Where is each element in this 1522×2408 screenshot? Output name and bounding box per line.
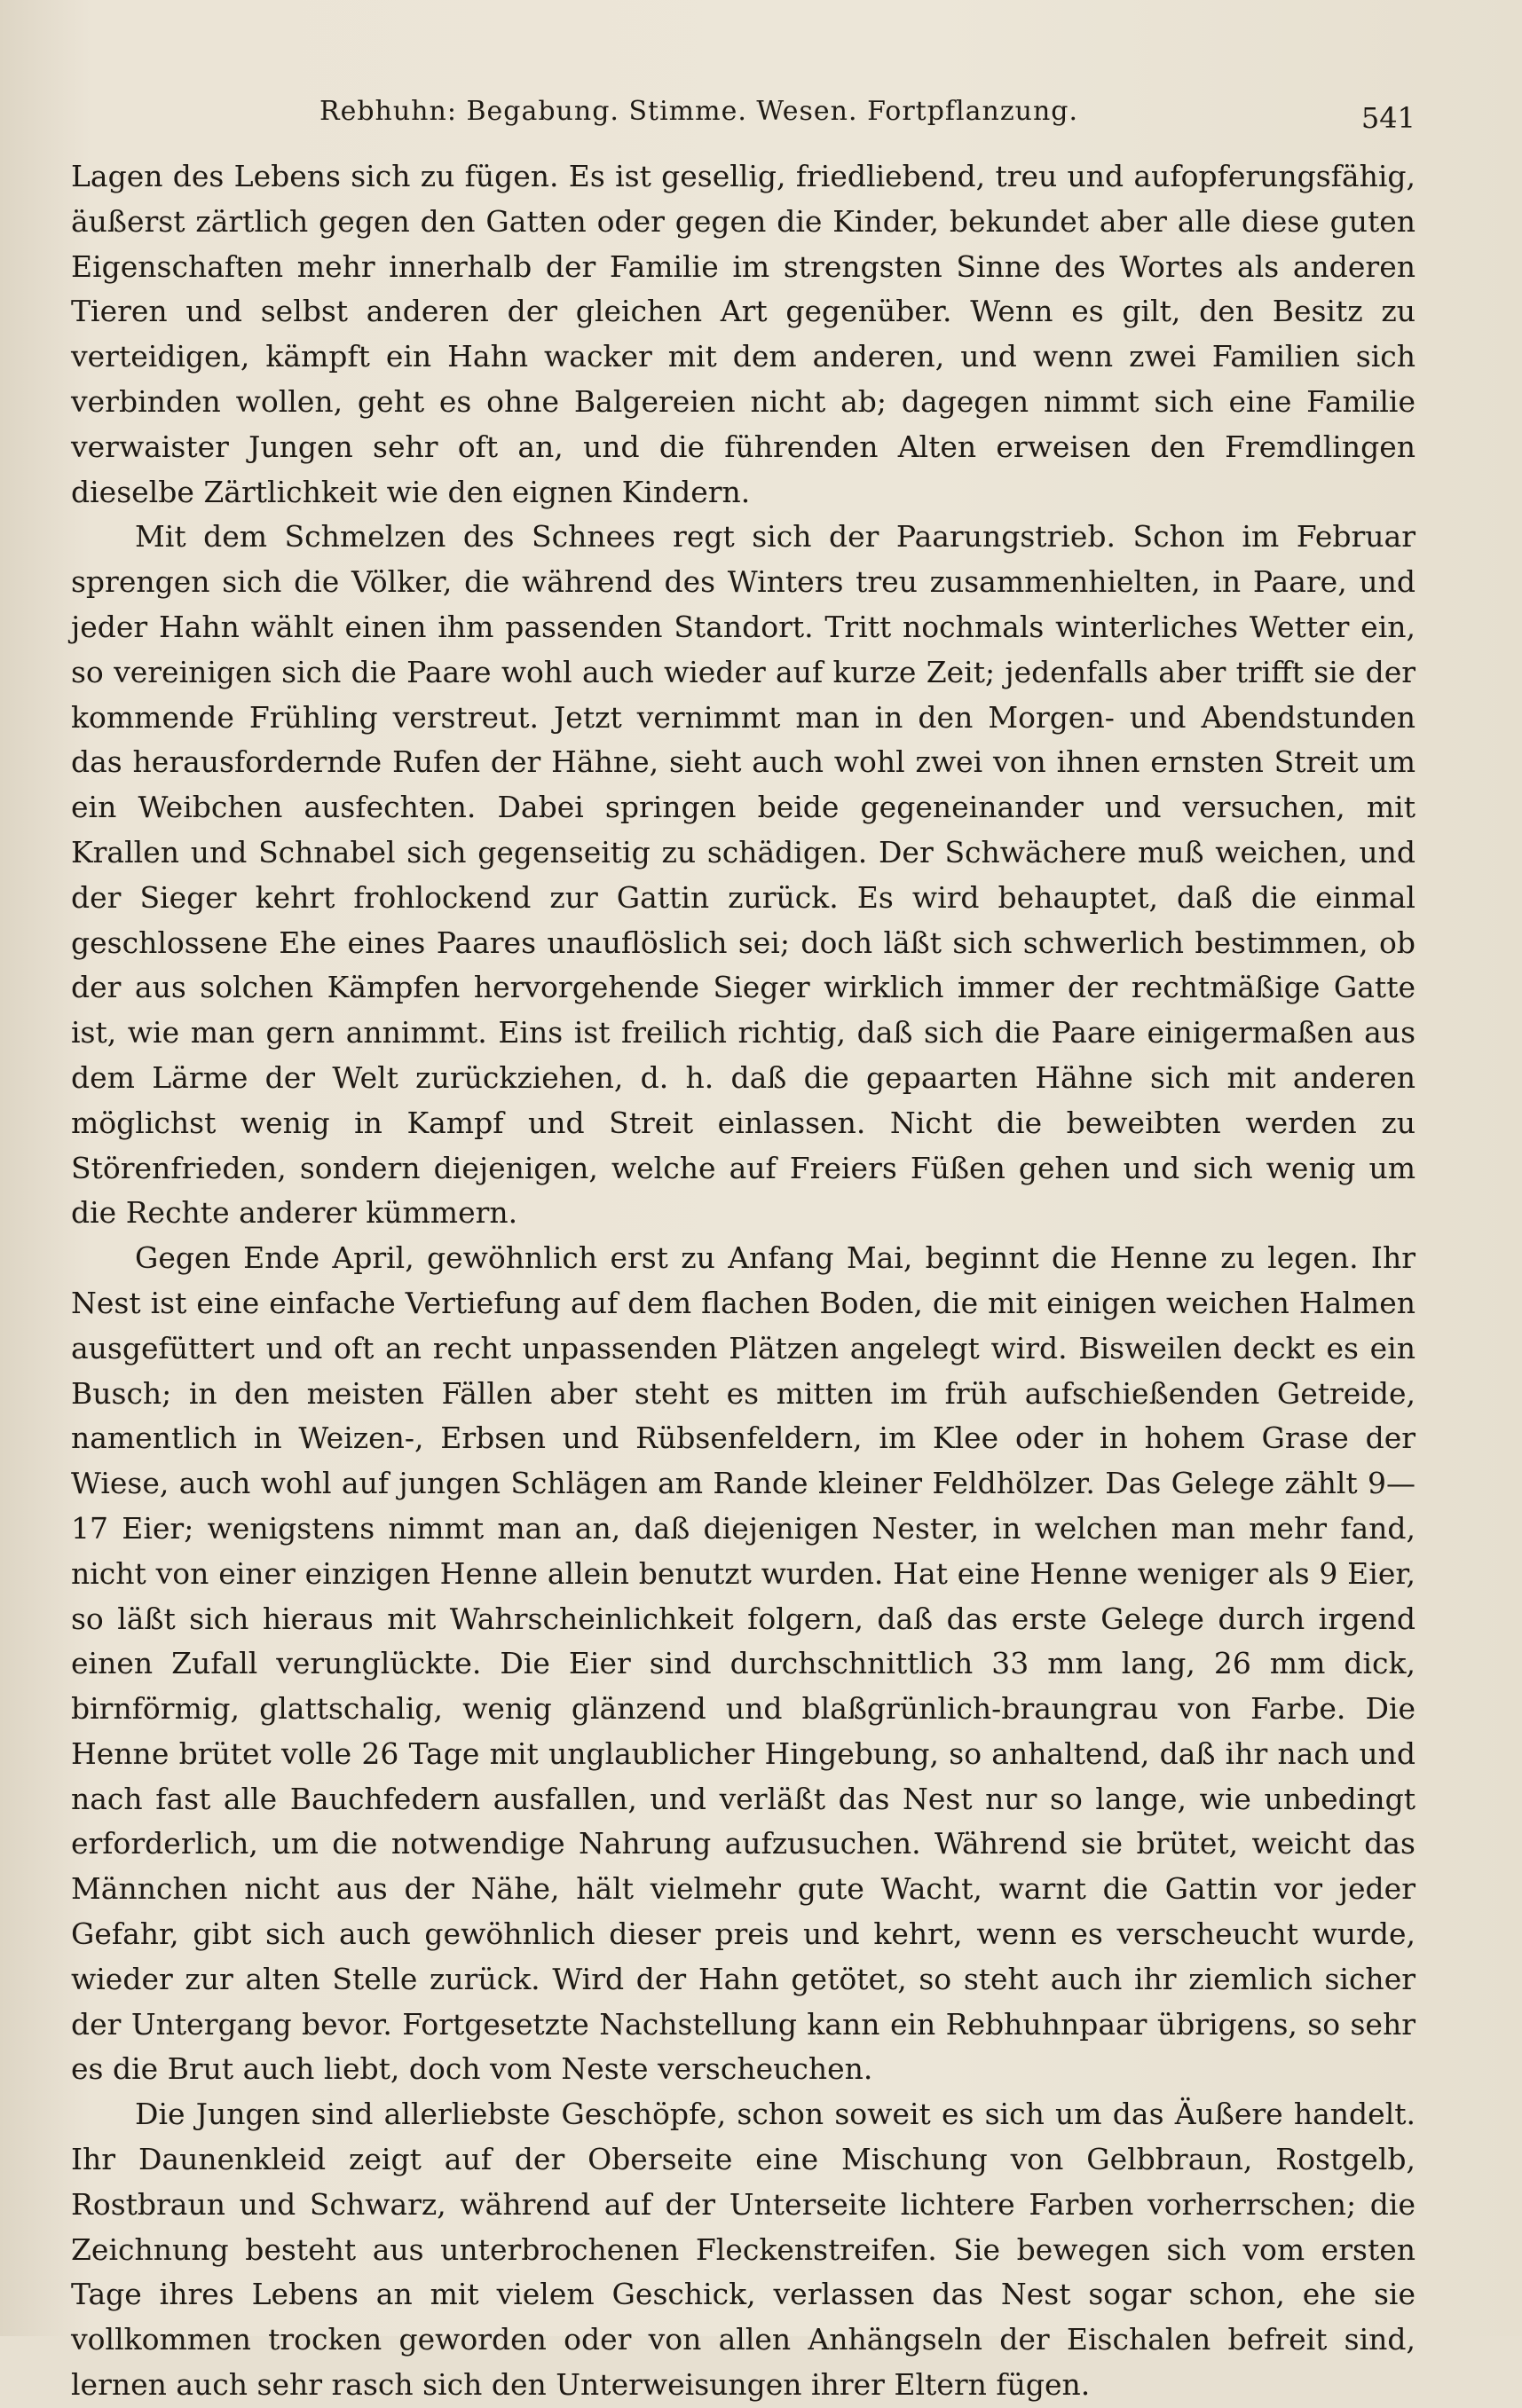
paragraph: Lagen des Lebens sich zu fügen. Es ist gesellig, friedliebend, treu und aufopferungsfähig, äußerst zärtlich gegen den Gatten oder gegen die Kinder, bekundet aber alle diese guten Eigenschaften mehr innerhalb der Familie im strengsten Sinne des Wortes als anderen Tieren und selbst anderen der gleichen Art gegenüber. Wenn es gilt, den Besitz zu verteidigen, kämpft ein Hahn wacker mit dem anderen, und wenn zwei Familien sich verbinden wollen, geht es ohne Balgereien nicht ab; dagegen nimmt sich eine Familie verwaister Jungen sehr oft an, und die führenden Alten erweisen den Fremdlingen dieselbe Zärtlichkeit wie den eignen Kindern. [71, 159, 1416, 509]
body-text [71, 154, 1416, 2408]
paragraph: Gegen Ende April, gewöhnlich erst zu Anfang Mai, beginnt die Henne zu legen. Ihr Nest ist eine einfache Vertiefung auf dem flachen Boden, die mit einigen weichen Halmen ausgefüttert und oft an recht unpassenden Plätzen angelegt wird. Bisweilen deckt es ein Busch; in den meisten Fällen aber steht es mitten im früh aufschießenden Getreide, namentlich in Weizen-, Erbsen und Rübsenfeldern, im Klee oder in hohem Grase der Wiese, auch wohl auf jungen Schlägen am Rande kleiner Feldhölzer. Das Gelege zählt 9—17 Eier; wenigstens nimmt man an, daß diejenigen Nester, in welchen man mehr fand, nicht von einer einzigen Henne allein benutzt wurden. Hat eine Henne weniger als 9 Eier, so läßt sich hieraus mit Wahrscheinlichkeit folgern, daß das erste Gelege durch irgend einen Zufall verunglückte. Die Eier sind durchschnittlich 33 mm lang, 26 mm dick, birnförmig, glattschalig, wenig glänzend und blaßgrünlich-braungrau von Farbe. Die Henne brütet volle 26 Tage mit unglaublicher Hingebung, so anhaltend, daß ihr nach und nach fast alle Bauchfedern ausfallen, und verläßt das Nest nur so lange, wie unbedingt erforderlich, um die notwendige Nahrung aufzusuchen. Während sie brütet, weicht das Männchen nicht aus der Nähe, hält vielmehr gute Wacht, warnt die Gattin vor jeder Gefahr, gibt sich auch gewöhnlich dieser preis und kehrt, wenn es verscheucht wurde, wieder zur alten Stelle zurück. Wird der Hahn getötet, so steht auch ihr ziemlich sicher der Untergang bevor. Fortgesetzte Nachstellung kann ein Rebhuhnpaar übrigens, so sehr es die Brut auch liebt, doch vom Neste verscheuchen. [71, 1240, 1416, 2087]
page-number: 541 [1360, 101, 1416, 135]
paragraph: Mit dem Schmelzen des Schnees regt sich der Paarungstrieb. Schon im Februar sprengen sich die Völker, die während des Winters treu zusammenhielten, in Paare, und jeder Hahn wählt einen ihm passenden Standort. Tritt nochmals winterliches Wetter ein, so vereinigen sich die Paare wohl auch wieder auf kurze Zeit; jedenfalls aber trifft sie der kommende Frühling verstreut. Jetzt vernimmt man in den Morgen- und Abendstunden das herausfordernde Rufen der Hähne, sieht auch wohl zwei von ihnen ernsten Streit um ein Weibchen ausfechten. Dabei springen beide gegeneinander und versuchen, mit Krallen und Schnabel sich gegenseitig zu schädigen. Der Schwächere muß weichen, und der Sieger kehrt frohlockend zur Gattin zurück. Es wird behauptet, daß die einmal geschlossene Ehe eines Paares unauflöslich sei; doch läßt sich schwerlich bestimmen, ob der aus solchen Kämpfen hervorgehende Sieger wirklich immer der rechtmäßige Gatte ist, wie man gern annimmt. Eins ist freilich richtig, daß sich die Paare einigermaßen aus dem Lärme der Welt zurückziehen, d. h. daß die gepaarten Hähne sich mit anderen möglichst wenig in Kampf und Streit einlassen. Nicht die beweibten werden zu Störenfrieden, sondern diejenigen, welche auf Freiers Füßen gehen und sich wenig um die Rechte anderer kümmern. [71, 519, 1416, 1231]
paragraph: Die Jungen sind allerliebste Geschöpfe, schon soweit es sich um das Äußere handelt. Ihr Daunenkleid zeigt auf der Oberseite eine Mischung von Gelbbraun, Rostgelb, Rostbraun und Schwarz, während auf der Unterseite lichtere Farben vorherrschen; die Zeichnung besteht aus unterbrochenen Fleckenstreifen. Sie bewegen sich vom ersten Tage ihres Lebens an mit vielem Geschick, verlassen das Nest sogar schon, ehe sie vollkommen trocken geworden oder von allen Anhängseln der Eischalen befreit sind, lernen auch sehr rasch sich den Unterweisungen ihrer Eltern fügen. [71, 2097, 1416, 2403]
running-title: Rebhuhn: Begabung. Stimme. Wesen. Fortpflanzung. [319, 96, 1079, 127]
running-head [106, 96, 1416, 149]
